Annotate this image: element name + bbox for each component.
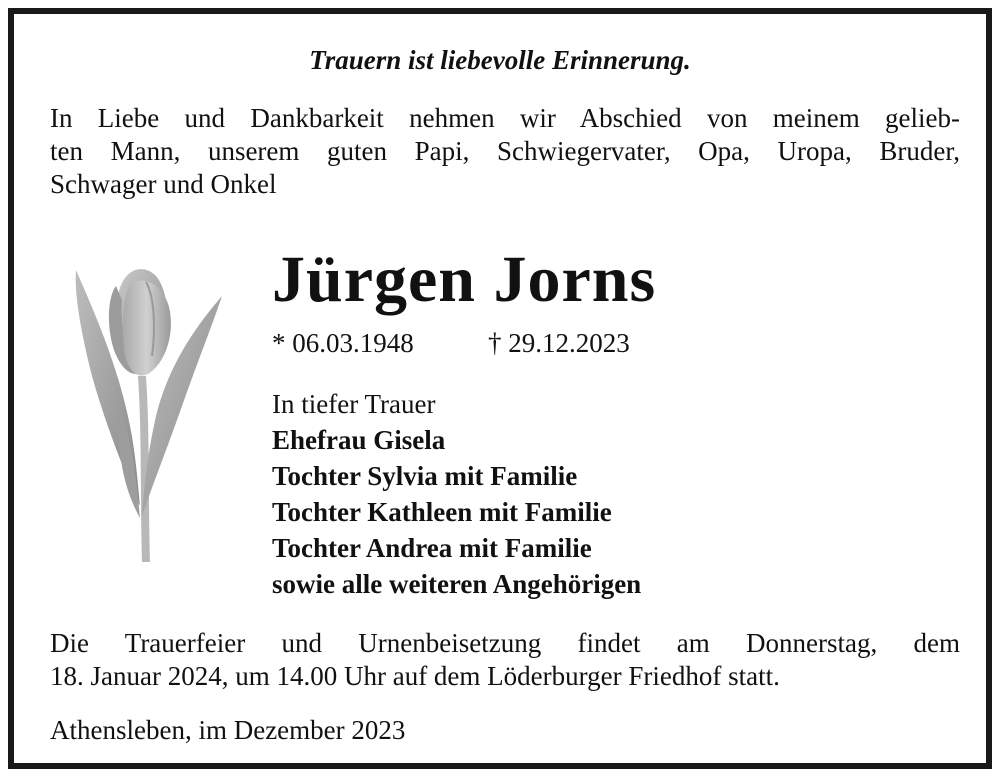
deceased-name: Jürgen Jorns xyxy=(272,243,657,316)
mourner-name: Ehefrau Gisela xyxy=(272,425,446,455)
mourner-name: Tochter Andrea mit Familie xyxy=(272,533,592,563)
place-and-date: Athensleben, im Dezember 2023 xyxy=(50,715,406,745)
mourner-name: Tochter Kathleen mit Familie xyxy=(272,497,612,527)
mourner-name: Tochter Sylvia mit Familie xyxy=(272,461,578,491)
death-date: † 29.12.2023 xyxy=(488,328,630,358)
mourners-block xyxy=(272,386,641,602)
mourning-lead: In tiefer Trauer xyxy=(272,389,436,419)
mourner-name: sowie alle weiteren Angehörigen xyxy=(272,569,642,599)
ceremony-line: Die Trauerfeier und Urnenbeisetzung findet am Donnerstag, dem xyxy=(50,628,960,658)
intro-line: In Liebe und Dankbarkeit nehmen wir Abschied von meinem gelieb- xyxy=(50,103,960,133)
birth-date: * 06.03.1948 xyxy=(272,328,414,358)
intro-text xyxy=(50,102,960,201)
ceremony-line: 18. Januar 2024, um 14.00 Uhr auf dem Löderburger Friedhof statt. xyxy=(50,661,780,691)
tulip-icon xyxy=(56,256,226,568)
obituary-frame xyxy=(8,8,992,769)
intro-line: Schwager und Onkel xyxy=(50,169,277,199)
motto: Trauern ist liebevolle Erinnerung. xyxy=(309,45,691,75)
life-dates xyxy=(272,326,630,360)
ceremony-text xyxy=(50,627,960,693)
intro-line: ten Mann, unserem guten Papi, Schwiegervater, Opa, Uropa, Bruder, xyxy=(50,136,960,166)
